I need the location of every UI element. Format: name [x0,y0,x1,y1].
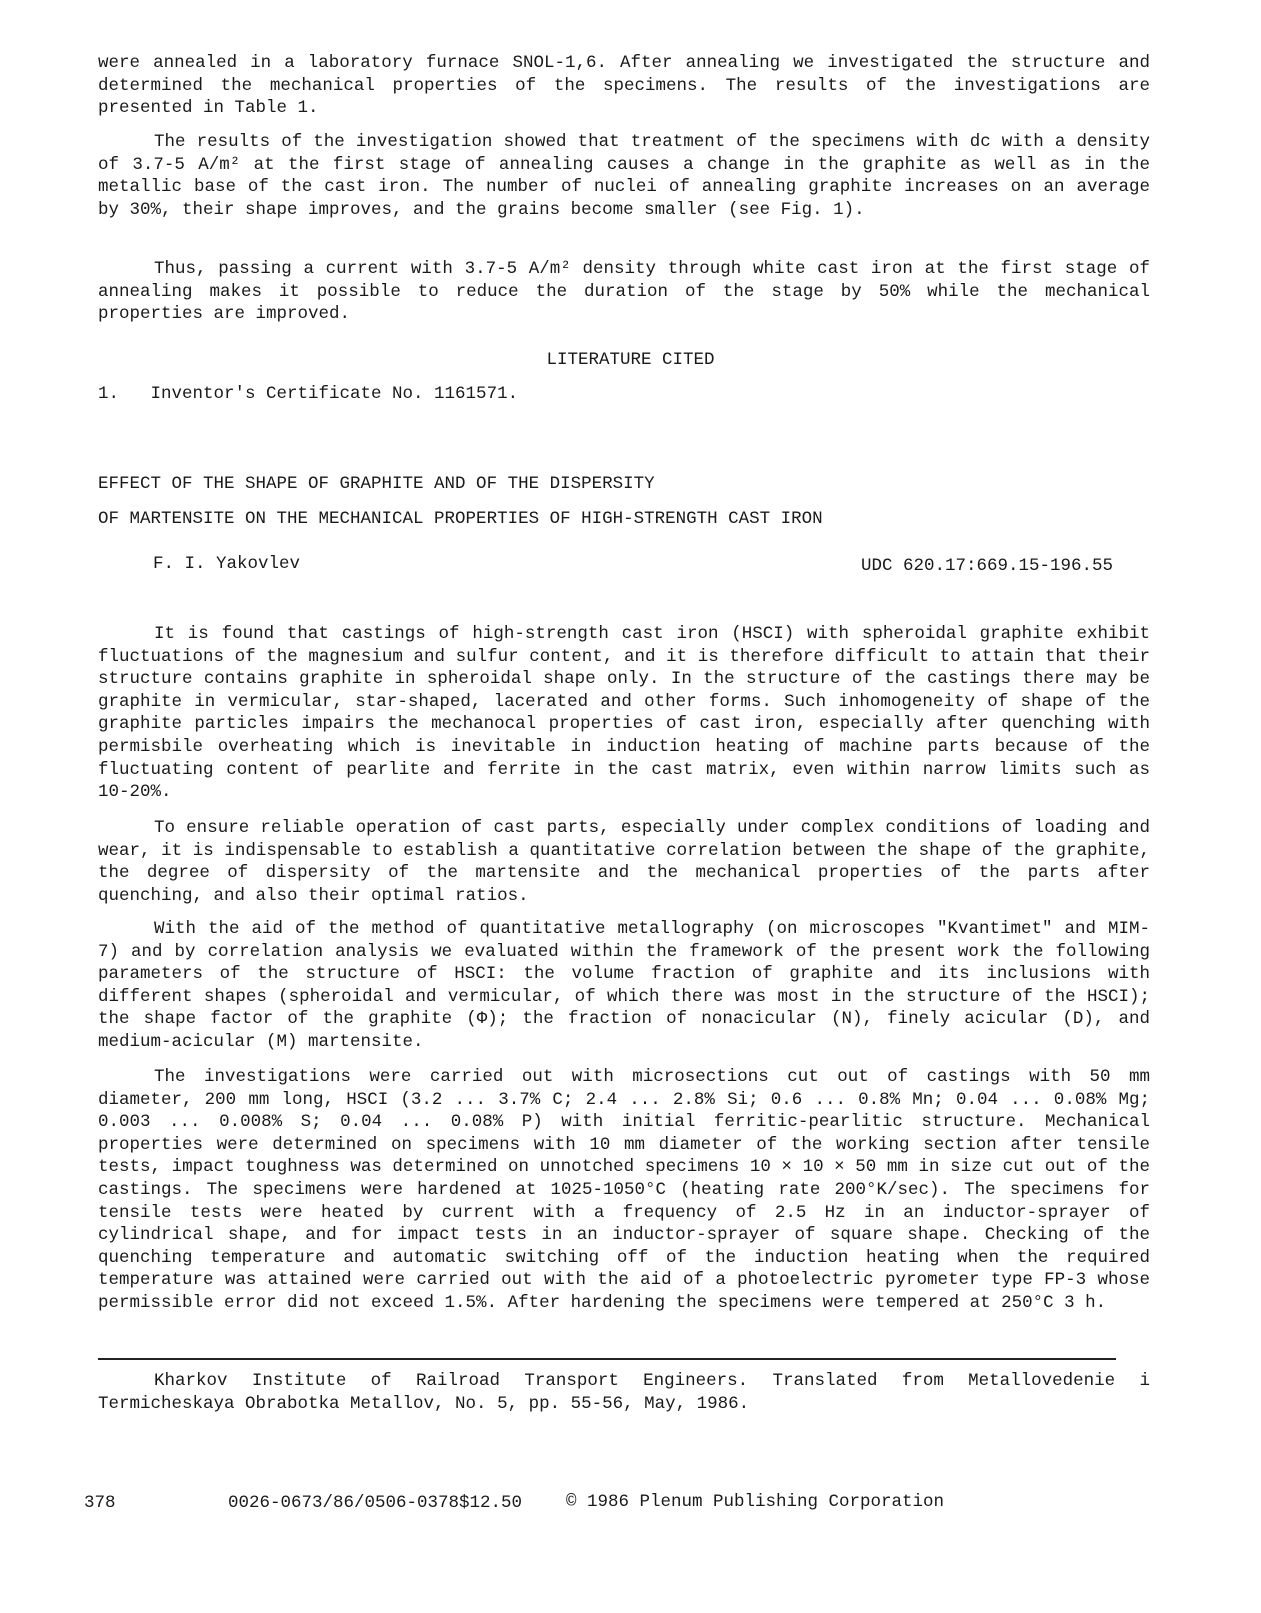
footnote: Kharkov Institute of Railroad Transport Engineers. Translated from Metallovedenie i Termicheskaya Obrabotka Metallov, No. 5, pp. 55-56, May, 1986. [98,1371,1150,1414]
conclusion-paragraph: Thus, passing a current with 3.7-5 A/m² density through white cast iron at the first stage of annealing makes it possible to reduce the duration of the stage by 50% while the mechanical properties are improved. [98,259,1150,325]
author: F. I. Yakovlev [153,554,301,574]
publication-code: 0026-0673/86/0506-0378$12.50 [228,1493,523,1513]
body-paragraph-2: To ensure reliable operation of cast parts, especially under complex conditions of loading and wear, it is indispensable to establish a quantitative correlation between the shape of the graphite, the degree of dispersity of the martensite and the mechanical properties of the parts after quenching, and also their optimal ratios. [98,818,1150,906]
reference-item: 1. Inventor's Certificate No. 1161571. [98,384,519,404]
copyright: © 1986 Plenum Publishing Corporation [566,1492,945,1512]
footnote-rule [98,1358,1116,1360]
udc-code: UDC 620.17:669.15-196.55 [860,556,1113,576]
body-paragraph-4: The investigations were carried out with microsections cut out of castings with 50 mm diameter, 200 mm long, HSCI (3.2 ... 3.7% C; 2.4 ... 2.8% Si; 0.6 ... 0.8% Mn; 0.04 ... 0.08% Mg; 0.003 ... 0.008% S; 0.04 ... 0.08% P) with initial ferritic-pearlitic structure. Mechanical properties were determined on specimens with 10 mm diameter of the working section after tensile tests, impact toughness was determined on unnotched specimens 10 × 10 × 50 mm in size cut out of the castings. The specimens were hardened at 1025-1050°C (heating rate 200°K/sec). The specimens for tensile tests were heated by current with a frequency of 2.5 Hz in an inductor-sprayer of cylindrical shape, and for impact tests in an inductor-sprayer of square shape. Checking of the quenching temperature and automatic switching off of the induction heating when the required temperature was attained were carried out with the aid of a photoelectric pyrometer type FP-3 whose permissible error did not exceed 1.5%. After hardening the specimens were tempered at 250°C 3 h. [98,1067,1150,1313]
body-paragraph-1: It is found that castings of high-strength cast iron (HSCI) with spheroidal graphite exhibit fluctuations of the magnesium and sulfur content, and it is therefore difficult to attain that their structure contains graphite in spheroidal shape only. In the structure of the castings there may be graphite in vermicular, star-shaped, lacerated and other forms. Such inhomogeneity of shape of the graphite particles impairs the mechanocal properties of cast iron, especially after quenching with permisbile overheating which is inevitable in induction heating of machine parts because of the fluctuating content of pearlite and ferrite in the cast matrix, even within narrow limits such as 10-20%. [98,624,1150,803]
body-paragraph-3: With the aid of the method of quantitative metallography (on microscopes "Kvantimet" and MIM-7) and by correlation analysis we evaluated within the framework of the present work the following parameters of the structure of HSCI: the volume fraction of graphite and its inclusions with different shapes (spheroidal and vermicular, of which there was most in the structure of the HSCI); the shape factor of the graphite (Φ); the fraction of nonacicular (N), finely acicular (D), and medium-acicular (M) martensite. [98,919,1150,1052]
article-title-line-1: EFFECT OF THE SHAPE OF GRAPHITE AND OF THE DISPERSITY [98,474,655,494]
results-paragraph: The results of the investigation showed that treatment of the specimens with dc with a density of 3.7-5 A/m² at the first stage of annealing causes a change in the graphite as well as in the metallic base of the cast iron. The number of nuclei of annealing graphite increases on an average by 30%, their shape improves, and the grains become smaller (see Fig. 1). [98,132,1150,220]
literature-heading: LITERATURE CITED [546,350,715,370]
page-number: 378 [84,1493,116,1513]
continuation-paragraph: were annealed in a laboratory furnace SNOL-1,6. After annealing we investigated the structure and determined the mechanical properties of the specimens. The results of the investigations are presented in Table 1. [98,53,1150,119]
article-title-line-2: OF MARTENSITE ON THE MECHANICAL PROPERTIES OF HIGH-STRENGTH CAST IRON [98,509,823,529]
